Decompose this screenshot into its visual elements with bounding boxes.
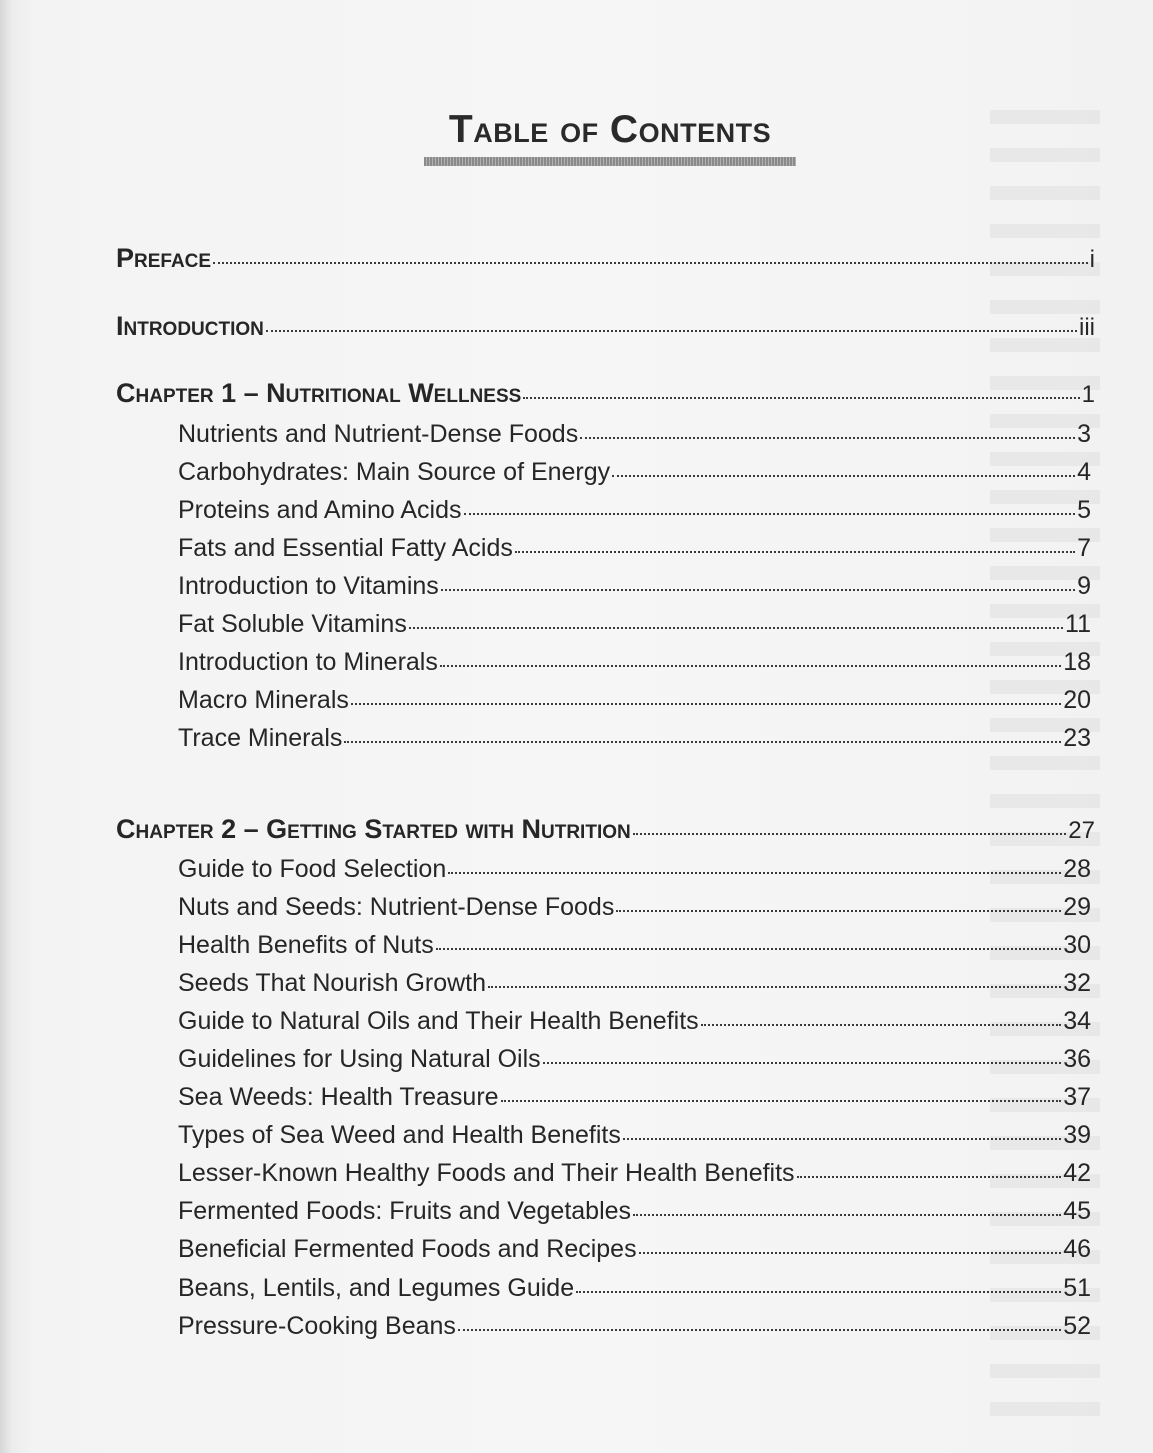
dot-leader xyxy=(612,475,1075,477)
toc-label: Sea Weeds: Health Treasure xyxy=(178,1083,499,1111)
toc-entry-preface[interactable] xyxy=(116,243,1095,274)
toc-page-number: 45 xyxy=(1063,1197,1091,1225)
toc-label: Seeds That Nourish Growth xyxy=(178,969,487,997)
dot-leader xyxy=(633,1214,1061,1216)
toc-label: Types of Sea Weed and Health Benefits xyxy=(178,1121,621,1149)
toc-page-number: 46 xyxy=(1063,1235,1091,1263)
toc-page-number: 52 xyxy=(1063,1312,1091,1340)
dot-leader xyxy=(488,986,1061,988)
toc-label: Guide to Food Selection xyxy=(178,855,447,883)
toc-section[interactable] xyxy=(178,420,1091,449)
toc-section[interactable] xyxy=(178,610,1091,639)
toc-section[interactable] xyxy=(178,1274,1091,1303)
toc-page-number: iii xyxy=(1079,314,1095,341)
dot-leader xyxy=(639,1252,1062,1254)
toc-page-number: 1 xyxy=(1081,381,1095,408)
toc-label: Beneficial Fermented Foods and Recipes xyxy=(178,1235,637,1263)
title-underline xyxy=(424,157,796,166)
toc-label: Introduction to Vitamins xyxy=(178,572,439,600)
page-title: Table of Contents xyxy=(448,108,772,151)
dot-leader xyxy=(409,627,1063,629)
toc-page-number: 42 xyxy=(1063,1159,1091,1187)
toc-section[interactable] xyxy=(178,1121,1091,1150)
toc-page-number: i xyxy=(1089,246,1095,273)
dot-leader xyxy=(633,833,1067,835)
toc-label: Health Benefits of Nuts xyxy=(178,931,434,959)
toc-label: Beans, Lentils, and Legumes Guide xyxy=(178,1274,575,1302)
toc-label: Nuts and Seeds: Nutrient-Dense Foods xyxy=(178,893,615,921)
dot-leader xyxy=(515,551,1075,553)
toc-section[interactable] xyxy=(178,1197,1091,1226)
toc-section[interactable] xyxy=(178,893,1091,922)
toc-label: Carbohydrates: Main Source of Energy xyxy=(178,458,611,486)
toc-page-number: 51 xyxy=(1063,1274,1091,1302)
toc-page-number: 5 xyxy=(1077,496,1091,524)
toc-section[interactable] xyxy=(178,1312,1091,1341)
toc-entry-introduction[interactable] xyxy=(116,311,1095,342)
toc-label: Macro Minerals xyxy=(178,686,349,714)
toc-section[interactable] xyxy=(178,931,1091,960)
dot-leader xyxy=(266,330,1077,332)
toc-page-number: 4 xyxy=(1077,458,1091,486)
toc-section[interactable] xyxy=(178,1007,1091,1036)
toc-page-number: 34 xyxy=(1063,1007,1091,1035)
toc-page-number: 27 xyxy=(1068,817,1095,844)
dot-leader xyxy=(458,1329,1061,1331)
chapter-heading: Chapter 1 – Nutritional Wellness xyxy=(116,378,522,408)
toc-section[interactable] xyxy=(178,1159,1091,1188)
toc-section[interactable] xyxy=(178,572,1091,601)
toc-section[interactable] xyxy=(178,458,1091,487)
dot-leader xyxy=(448,872,1061,874)
toc-label: Introduction xyxy=(116,311,264,341)
dot-leader xyxy=(543,1062,1062,1064)
toc-section[interactable] xyxy=(178,1083,1091,1112)
toc-section[interactable] xyxy=(178,855,1091,884)
dot-leader xyxy=(351,703,1061,705)
toc-label: Pressure-Cooking Beans xyxy=(178,1312,456,1340)
toc-page-number: 39 xyxy=(1063,1121,1091,1149)
book-spine-shadow xyxy=(0,0,12,1453)
toc-section[interactable] xyxy=(178,496,1091,525)
toc-page-number: 9 xyxy=(1077,572,1091,600)
dot-leader xyxy=(701,1024,1062,1026)
toc-chapter-1[interactable] xyxy=(116,378,1095,409)
dot-leader xyxy=(576,1291,1061,1293)
toc-section[interactable] xyxy=(178,686,1091,715)
toc-page-number: 20 xyxy=(1063,686,1091,714)
dot-leader xyxy=(440,665,1061,667)
toc-label: Fats and Essential Fatty Acids xyxy=(178,534,513,562)
toc-section[interactable] xyxy=(178,724,1091,753)
dot-leader xyxy=(580,437,1075,439)
toc-page-number: 37 xyxy=(1063,1083,1091,1111)
toc-label: Trace Minerals xyxy=(178,724,343,752)
toc-page-number: 18 xyxy=(1063,648,1091,676)
toc-label: Proteins and Amino Acids xyxy=(178,496,462,524)
toc-page-number: 11 xyxy=(1065,610,1091,638)
toc-page-number: 3 xyxy=(1077,420,1091,448)
dot-leader xyxy=(797,1176,1062,1178)
toc-section[interactable] xyxy=(178,648,1091,677)
toc-section[interactable] xyxy=(178,1235,1091,1264)
dot-leader xyxy=(344,741,1061,743)
toc-page-number: 32 xyxy=(1063,969,1091,997)
toc-label: Preface xyxy=(116,243,212,273)
toc-page-number: 30 xyxy=(1063,931,1091,959)
toc-section[interactable] xyxy=(178,534,1091,563)
toc-label: Nutrients and Nutrient-Dense Foods xyxy=(178,420,579,448)
dot-leader xyxy=(623,1138,1061,1140)
dot-leader xyxy=(441,589,1075,591)
toc-page-number: 29 xyxy=(1063,893,1091,921)
dot-leader xyxy=(213,262,1088,264)
dot-leader xyxy=(436,948,1061,950)
toc-label: Lesser-Known Healthy Foods and Their Health Benefits xyxy=(178,1159,795,1187)
toc-section[interactable] xyxy=(178,969,1091,998)
toc-label: Introduction to Minerals xyxy=(178,648,438,676)
toc-label: Guidelines for Using Natural Oils xyxy=(178,1045,541,1073)
dot-leader xyxy=(464,513,1076,515)
toc-page-number: 23 xyxy=(1063,724,1091,752)
toc-page-number: 7 xyxy=(1077,534,1091,562)
dot-leader xyxy=(523,397,1079,399)
toc-page-number: 28 xyxy=(1063,855,1091,883)
dot-leader xyxy=(616,910,1061,912)
chapter-heading: Chapter 2 – Getting Started with Nutrition xyxy=(116,814,631,844)
dot-leader xyxy=(501,1100,1062,1102)
toc-label: Fermented Foods: Fruits and Vegetables xyxy=(178,1197,632,1225)
toc-label: Fat Soluble Vitamins xyxy=(178,610,407,638)
toc-chapter-2[interactable] xyxy=(116,814,1095,845)
toc-section[interactable] xyxy=(178,1045,1091,1074)
toc-page-number: 36 xyxy=(1063,1045,1091,1073)
toc-label: Guide to Natural Oils and Their Health Benefits xyxy=(178,1007,699,1035)
